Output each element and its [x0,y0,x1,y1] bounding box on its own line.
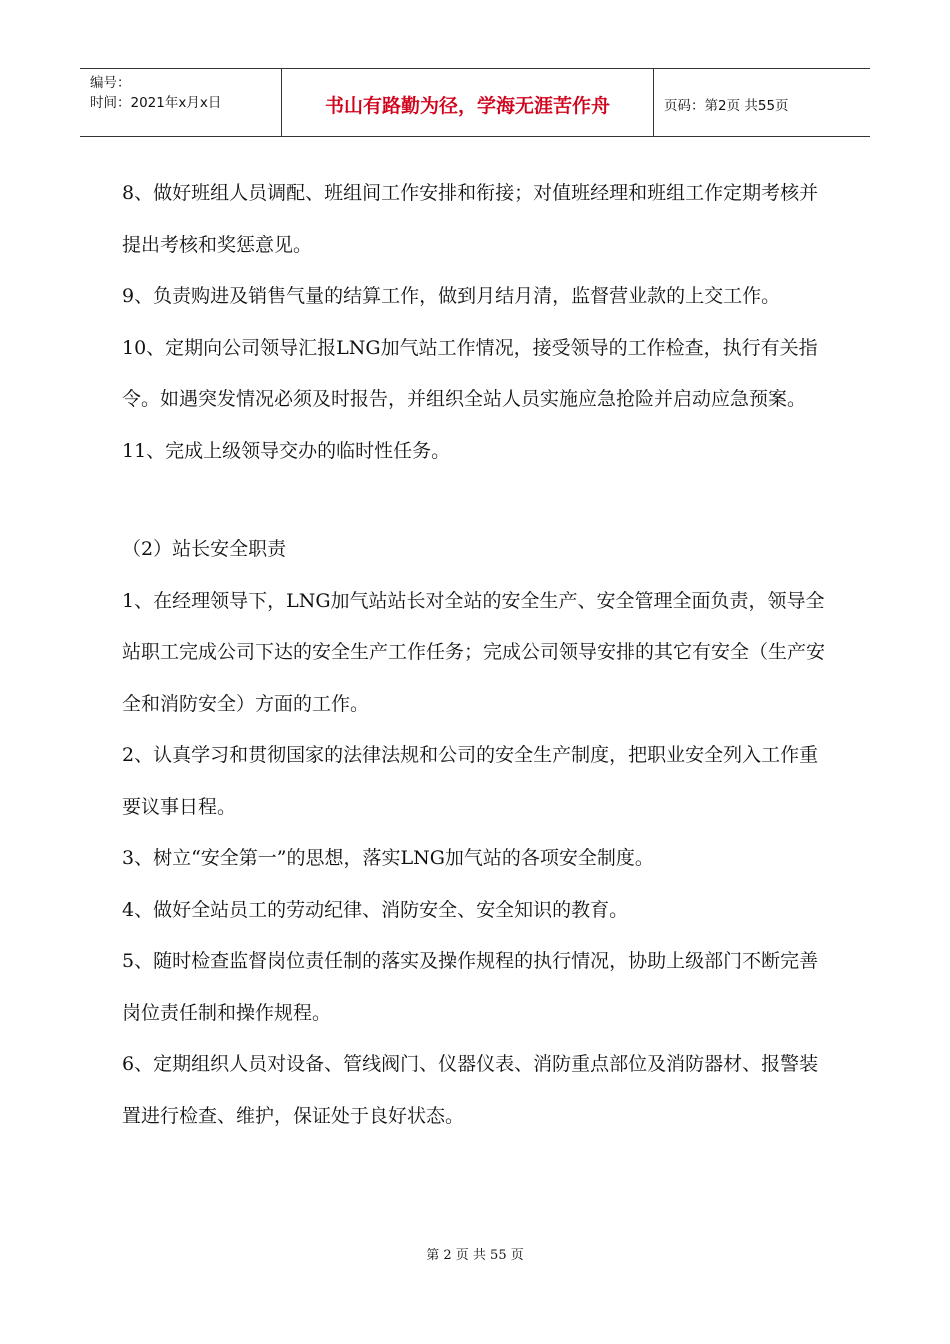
paragraph: 11、完成上级领导交办的临时性任务。 [122,439,451,462]
page-footer: 第 2 页 共 55 页 [426,1248,524,1263]
paragraph: 5、随时检查监督岗位责任制的落实及操作规程的执行情况，协助上级部门不断完善岗位责任制和操作规程。 [122,950,819,1024]
paragraph: 8、做好班组人员调配、班组间工作安排和衔接；对值班经理和班组工作定期考核并提出考核和奖惩意见。 [122,182,819,256]
paragraph: 6、定期组织人员对设备、管线阀门、仪器仪表、消防重点部位及消防器材、报警装置进行检查、维护，保证处于良好状态。 [122,1053,819,1127]
section-spacer [122,477,828,524]
header-meta [80,69,282,136]
paragraph: 1、在经理领导下，LNG加气站站长对全站的安全生产、安全管理全面负责，领导全站职工完成公司下达的安全生产工作任务；完成公司领导安排的其它有安全（生产安全和消防安全）方面的工作。 [122,589,826,715]
paragraph: 2、认真学习和贯彻国家的法律法规和公司的安全生产制度，把职业安全列入工作重要议事日程。 [122,744,819,818]
header-motto: 书山有路勤为径，学海无涯苦作舟 [282,69,654,136]
paragraph: 9、负责购进及销售气量的结算工作，做到月结月清，监督营业款的上交工作。 [122,285,781,307]
paragraph: 4、做好全站员工的劳动纪律、消防安全、安全知识的教育。 [122,898,629,921]
paragraph: 10、定期向公司领导汇报LNG加气站工作情况，接受领导的工作检查，执行有关指令。如遇突发情况必须及时报告，并组织全站人员实施应急抢险并启动应急预案。 [122,336,818,410]
header-page-info: 页码：第2页 共55页 [664,97,789,114]
page-header [80,68,870,137]
document-body [122,168,828,1142]
section-title: （2）站长安全职责 [122,538,287,560]
paragraph: 3、树立“安全第一”的思想，落实LNG加气站的各项安全制度。 [122,847,654,869]
document-number-label: 编号： [90,75,131,91]
document-date: 时间：2021年x月x日 [90,95,222,111]
